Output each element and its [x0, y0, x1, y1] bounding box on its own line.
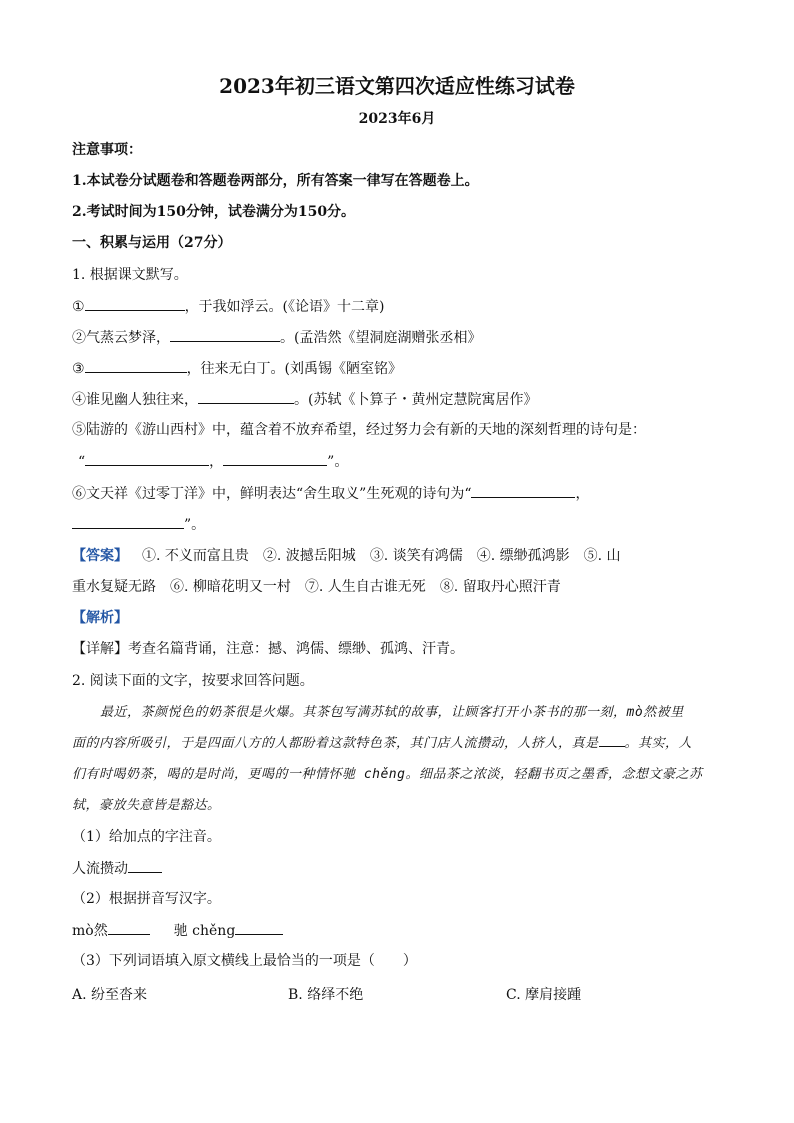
q2-sub-3: （3）下列词语填入原文横线上最恰当的一项是（ ）: [72, 953, 417, 969]
answer-item: ①. 不义而富且贵: [142, 548, 249, 564]
passage-text: 面的内容所吸引，于是四面八方的人都盼着这款特色茶，其门店人流攒动，人挤人，真是: [72, 736, 599, 751]
close-quote: ”。: [327, 454, 349, 470]
answer-blank: [128, 858, 162, 873]
q1-line-6: [78, 451, 348, 472]
answer-blank: [471, 483, 575, 498]
q2-prompt: 2. 阅读下面的文字，按要求回答问题。: [72, 673, 314, 689]
answer-item: ⑤. 山: [583, 548, 621, 564]
q1-prompt: 1. 根据课文默写。: [72, 267, 188, 283]
q1-line-3-prefix: ③: [72, 361, 85, 377]
passage-line-2: [72, 734, 692, 754]
passage-line-4: 轼，豪放失意皆是豁达。: [72, 798, 221, 813]
notice-item-1: 1.本试卷分试题卷和答题卷两部分，所有答案一律写在答题卷上。: [72, 173, 479, 189]
answer-item: ⑧. 留取丹心照汗青: [439, 579, 561, 595]
q1-line-1-prefix: ①: [72, 299, 85, 315]
answer-blank: [223, 451, 327, 466]
sub-item-text: 驰 chěng: [173, 923, 236, 939]
notice-heading: 注意事项：: [72, 142, 142, 158]
q1-line-1-suffix: ，于我如浮云。(《论语》十二章): [184, 299, 385, 315]
q1-line-2-prefix: ②气蒸云梦泽，: [72, 330, 170, 346]
q1-line-2: [72, 327, 481, 348]
q2-sub-2: （2）根据拼音写汉字。: [72, 891, 221, 907]
q1-line-5: ⑤陆游的《游山西村》中，蕴含着不放弃希望，经过努力会有新的天地的深刻哲理的诗句是：: [72, 422, 646, 438]
q1-line-1: [72, 296, 385, 317]
sub-item-text: 人流攒动: [72, 861, 128, 877]
page-title: 2023年初三语文第四次适应性练习试卷: [219, 74, 575, 98]
q2-sub-1-item: [72, 858, 162, 879]
answer-item: 重水复疑无路: [72, 579, 156, 595]
q1-line-7-suffix: ，: [575, 486, 590, 502]
separator-comma: ，: [209, 454, 224, 470]
analysis-detail: 【详解】考查名篇背诵，注意：撼、鸿儒、缥缈、孤鸿、汗青。: [72, 641, 464, 657]
q1-line-3: [72, 358, 402, 379]
q1-line-4: [72, 389, 537, 410]
answer-blank: [85, 296, 185, 311]
answer-row-1: [72, 546, 621, 566]
notice-item-2: 2.考试时间为150分钟，试卷满分为150分。: [72, 204, 356, 220]
answer-label: 【答案】: [72, 548, 128, 564]
exam-date: 2023年6月: [358, 111, 436, 127]
option-b: B. 络绎不绝: [288, 987, 364, 1003]
q1-line-7: [72, 483, 589, 504]
answer-blank: [170, 327, 280, 342]
section-heading: 一、积累与运用（27分）: [72, 235, 232, 251]
answer-row-2: [72, 577, 575, 597]
q1-line-3-suffix: ，往来无白丁。(刘禹锡《陋室铭》: [186, 361, 403, 377]
passage-line-3: 们有时喝奶茶，喝的是时尚，更喝的一种情怀驰 chěng。细品茶之浓淡，轻翻书页之墨香，念想文豪之苏: [72, 767, 703, 782]
answer-item: ②. 波撼岳阳城: [262, 548, 356, 564]
answer-blank: [599, 734, 625, 747]
passage-text: 。其实，人: [624, 736, 693, 751]
answer-item: ⑥. 柳暗花明又一村: [170, 579, 291, 595]
q1-line-2-suffix: 。(孟浩然《望洞庭湖赠张丞相》: [280, 330, 482, 346]
answer-blank: [198, 389, 294, 404]
sub-item-text: mò然: [72, 923, 108, 939]
q2-sub-2-items: [72, 920, 283, 941]
option-c: C. 摩肩接踵: [506, 987, 582, 1003]
answer-blank: [85, 358, 187, 373]
answer-blank: [235, 920, 283, 935]
q1-line-7-prefix: ⑥文天祥《过零丁洋》中，鲜明表达“舍生取义”生死观的诗句为“: [72, 486, 472, 502]
analysis-label: 【解析】: [72, 610, 128, 626]
answer-item: ⑦. 人生自古谁无死: [304, 579, 426, 595]
q1-line-4-suffix: 。(苏轼《卜算子・黄州定慧院寓居作》: [294, 392, 538, 408]
answer-blank: [72, 514, 184, 529]
passage-line-1: 最近，茶颜悦色的奶茶很是火爆。其茶包写满苏轼的故事，让顾客打开小茶书的那一刻，mò然被里: [100, 705, 684, 720]
answer-blank: [108, 920, 150, 935]
q2-sub-1: （1）给加点的字注音。: [72, 829, 221, 845]
q1-line-4-prefix: ④谁见幽人独往来，: [72, 392, 198, 408]
answer-blank: [85, 451, 209, 466]
option-a: A. 纷至沓来: [72, 987, 148, 1003]
open-quote: “: [78, 454, 86, 470]
answer-item: ③. 谈笑有鸿儒: [369, 548, 463, 564]
answer-item: ④. 缥缈孤鸿影: [476, 548, 570, 564]
q1-line-8: [72, 514, 205, 535]
close-quote: ”。: [184, 517, 206, 533]
